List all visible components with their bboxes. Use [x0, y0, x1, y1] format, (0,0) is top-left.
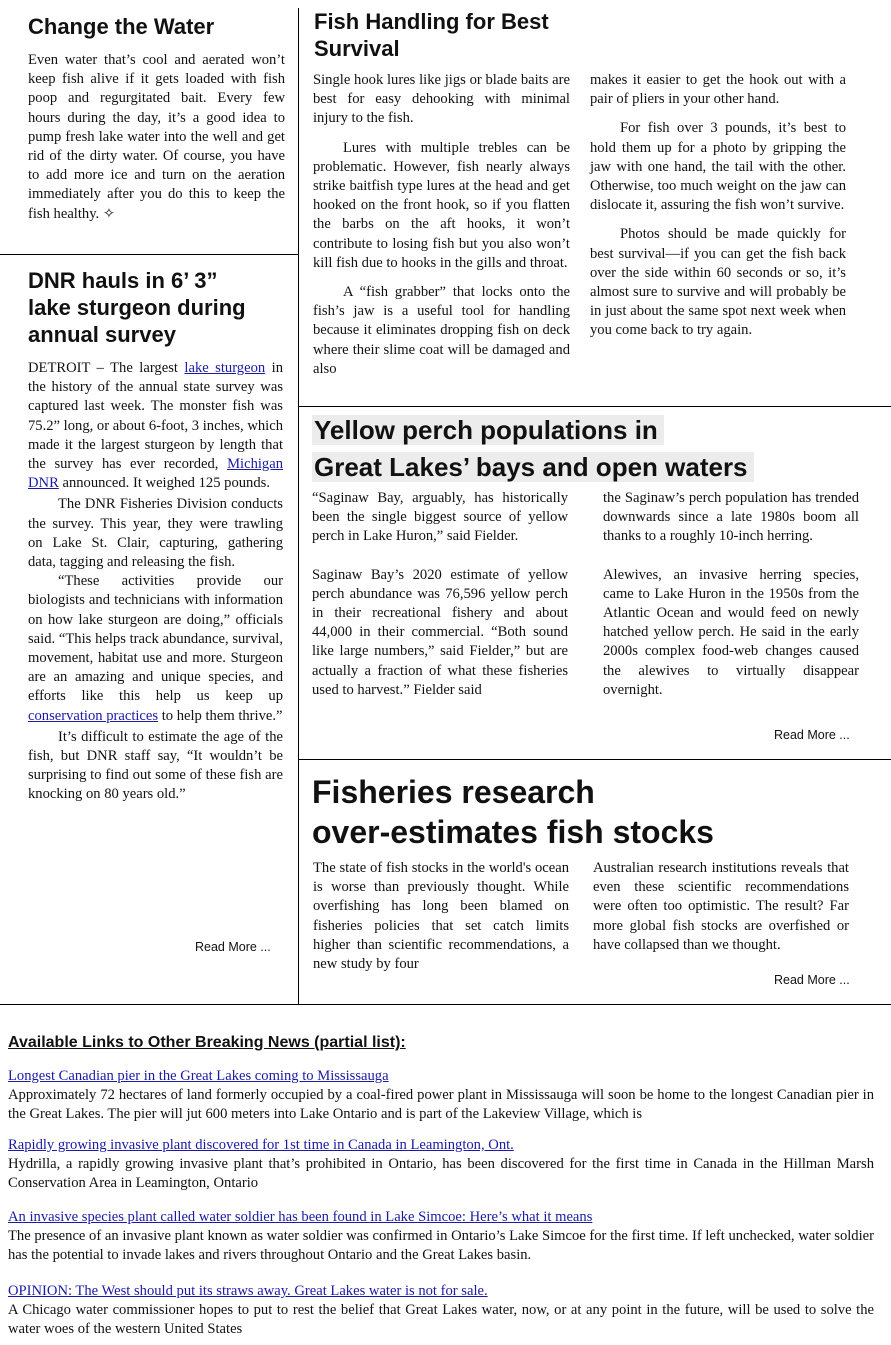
- news-item-summary: Approximately 72 hectares of land formerly occupied by a coal-fired power plant in Mississauga will soon be home to the longest Canadian pier in the Great Lakes. The pier will jut 600 meters into Lake Ontario and is part of the Lakeview Village, which is: [8, 1087, 874, 1123]
- conservation-practices-link[interactable]: conservation practices: [28, 707, 159, 724]
- fish-handling-column-2: [590, 71, 846, 341]
- sturgeon-p1-text-b: in the history of the annual state survey was captured last week. The monster fish was 75.2” long, or about 6-foot, 3 inches, which made it the largest sturgeon by length that the survey has ever recorded,: [28, 360, 284, 473]
- yellow-perch-c2-paragraph-1: the Saginaw’s perch population has trended downwards since a late 1980s boom all thanks to a roughly 10-inch herring.: [603, 490, 859, 545]
- sturgeon-p3-text-b: to help them thrive.”: [158, 707, 283, 724]
- yellow-perch-c2-paragraph-2: Alewives, an invasive herring species, came to Lake Huron in the 1950s from the Atlantic Ocean and would feed on newly hatched yellow perch. He said in the early 2000s complex food-web changes caused the alewives to virtually disappear overnight.: [603, 566, 859, 698]
- news-item: [8, 1208, 874, 1266]
- fish-handling-c1-paragraph-1: Single hook lures like jigs or blade baits are best for easy dehooking with minimal injury to the fish.: [313, 72, 570, 127]
- news-item-link[interactable]: An invasive species plant called water soldier has been found in Lake Simcoe: Here’s what it means: [8, 1209, 593, 1225]
- news-item: [8, 1136, 874, 1194]
- change-water-title: Change the Water: [28, 14, 215, 39]
- fish-stocks-title-line-2: over-estimates fish stocks: [312, 814, 714, 850]
- fish-handling-c2-paragraph-1: makes it easier to get the hook out with a pair of pliers in your other hand.: [590, 72, 846, 108]
- sturgeon-body: [28, 359, 283, 805]
- sturgeon-p1-text-c: announced. It weighed 125 pounds.: [58, 475, 270, 492]
- sturgeon-title-line-1: DNR hauls in 6’ 3”: [28, 268, 218, 293]
- divider-water-sturgeon: [0, 254, 298, 255]
- fish-stocks-title: [312, 772, 714, 852]
- divider-articles-links: [0, 1004, 891, 1005]
- news-item: [8, 1067, 874, 1125]
- fish-handling-title-line-2: Survival: [314, 36, 400, 61]
- news-item-link[interactable]: OPINION: The West should put its straws away. Great Lakes water is not for sale.: [8, 1283, 488, 1299]
- sturgeon-title-line-2: lake sturgeon during: [28, 295, 246, 320]
- fish-handling-column-1: [313, 71, 570, 379]
- yellow-perch-title-line-1: Yellow perch populations in: [312, 415, 664, 445]
- fish-handling-c1-paragraph-3: A “fish grabber” that locks onto the fish’s jaw is a useful tool for handling because it eliminates dropping fish on deck where their slime coat will be damaged and also: [313, 284, 570, 377]
- column-divider-vertical: [298, 8, 299, 1004]
- news-item-summary: A Chicago water commissioner hopes to put to rest the belief that Great Lakes water, now, or at any point in the future, will be used to solve the water woes of the western United States: [8, 1302, 874, 1338]
- yellow-perch-c1-paragraph-1: “Saginaw Bay, arguably, has historically been the single biggest source of yellow perch in Lake Huron,” said Fielder.: [312, 490, 568, 545]
- sturgeon-paragraph-3: [28, 572, 283, 726]
- news-item-summary: The presence of an invasive plant known as water soldier was confirmed in Ontario’s Lake Simcoe for the first time. If left unchecked, water soldier has the potential to invade lakes and rivers throughout Ontario and the Great Lakes basin.: [8, 1228, 874, 1264]
- sturgeon-paragraph-1: [28, 359, 283, 493]
- yellow-perch-title-line-2: Great Lakes’ bays and open waters: [312, 452, 754, 482]
- yellow-perch-column-2: [603, 489, 859, 700]
- news-item-link[interactable]: Longest Canadian pier in the Great Lakes coming to Mississauga: [8, 1068, 389, 1084]
- sturgeon-title-line-3: annual survey: [28, 322, 176, 347]
- yellow-perch-column-1: [312, 489, 568, 700]
- sturgeon-paragraph-4: It’s difficult to estimate the age of the fish, but DNR staff say, “It wouldn’t be surprising to find out some of these fish are knocking on 80 years old.”: [28, 728, 283, 803]
- sturgeon-title: [28, 267, 246, 348]
- fish-stocks-column-2: Australian research institutions reveals that even these scientific recommendations were often too optimistic. The result? Far more global fish stocks are overfished or have collapsed than we thought.: [593, 860, 849, 953]
- news-item-link[interactable]: Rapidly growing invasive plant discovered for 1st time in Canada in Leamington, Ont.: [8, 1137, 514, 1153]
- yellow-perch-c1-paragraph-2: Saginaw Bay’s 2020 estimate of yellow perch abundance was 76,596 yellow perch in their recreational fishery and about 44,000 in their commercial. “Both sound like large numbers,” said Fielder,” but are actually a fraction of what these fisheries used to harvest.” Fielder said: [312, 566, 568, 698]
- fish-stocks-column-1: The state of fish stocks in the world's ocean is worse than previously thought. While overfishing has long been blamed on fisheries policies that set catch limits higher than scientific recommendations, a new study by four: [313, 860, 569, 973]
- news-item: [8, 1282, 874, 1340]
- news-item-summary: Hydrilla, a rapidly growing invasive plant that’s prohibited in Ontario, has been discovered for the first time in Canada in the Hillman Marsh Conservation Area in Leamington, Ontario: [8, 1156, 874, 1192]
- yellow-perch-title: [312, 412, 754, 486]
- change-water-body: Even water that’s cool and aerated won’t keep fish alive if it gets loaded with fish poop and regurgitated bait. Every few hours during the day, it’s a good idea to pump fresh lake water into the well and get rid of the dirty water. Of course, you have to add more ice and turn on the aeration immediately after you do this to keep the fish healthy. ✧: [28, 52, 285, 222]
- sturgeon-p3-text-a: “These activities provide our biologists and technicians with information on how lake sturgeon are doing,” officials said. “This helps track abundance, survival, movement, habitat use and more. Sturgeon are an amazing and unique species, and efforts like this help us keep up: [28, 573, 283, 705]
- fish-handling-c2-paragraph-2: For fish over 3 pounds, it’s best to hold them up for a photo by gripping the jaw with one hand, the tail with the other. Otherwise, too much weight on the jaw can dislocate it, assuring the fish won’t survive.: [590, 120, 846, 214]
- yellow-perch-read-more-link[interactable]: Read More ...: [774, 728, 850, 742]
- breaking-news-heading: Available Links to Other Breaking News (partial list):: [8, 1034, 406, 1051]
- fish-stocks-read-more-link[interactable]: Read More ...: [774, 973, 850, 987]
- fish-handling-title: [314, 8, 549, 62]
- lake-sturgeon-link[interactable]: lake sturgeon: [184, 360, 266, 376]
- sturgeon-p1-text-a: DETROIT – The largest: [28, 360, 185, 376]
- fish-stocks-title-line-1: Fisheries research: [312, 774, 595, 810]
- sturgeon-paragraph-2: The DNR Fisheries Division conducts the survey. This year, they were trawling on Lake St. Clair, capturing, gathering data, tagging and releasing the fish.: [28, 496, 283, 571]
- michigan-dnr-link[interactable]: Michigan DNR: [28, 456, 283, 492]
- divider-handling-perch: [299, 406, 891, 407]
- fish-handling-c1-paragraph-2: Lures with multiple trebles can be problematic. However, fish nearly always strike baitfish type lures at the head and get hooked on the front hook, so if you flatten the barbs on the aft hooks, it won’t contribute to losing fish but you also won’t kill fish due to hooks in the gills and throat.: [313, 139, 570, 271]
- fish-handling-title-line-1: Fish Handling for Best: [314, 9, 549, 34]
- fish-handling-c2-paragraph-3: Photos should be made quickly for best survival—if you can get the fish back over the side within 60 seconds or so, it’s almost sure to survive and will probably be in just about the same spot next week when you come back to try again.: [590, 226, 846, 339]
- sturgeon-read-more-link[interactable]: Read More ...: [195, 940, 271, 954]
- divider-perch-stocks: [299, 759, 891, 760]
